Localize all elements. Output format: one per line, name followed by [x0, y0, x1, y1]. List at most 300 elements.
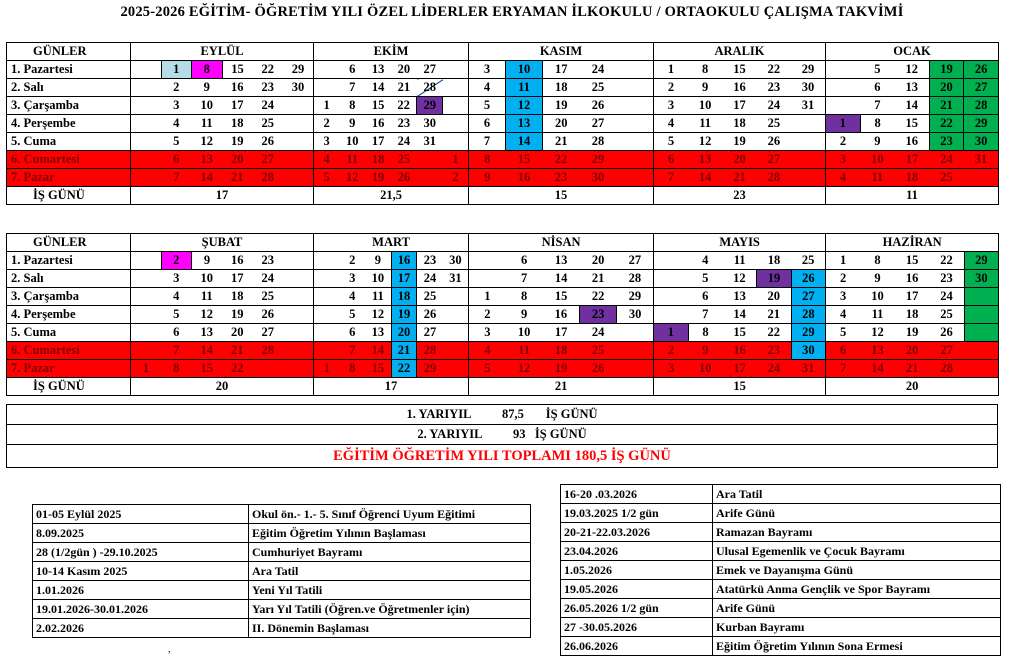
calendar-day-cell: 17 — [222, 270, 253, 288]
calendar-day-cell — [131, 324, 162, 342]
calendar-day-cell: 5 — [826, 324, 861, 342]
calendar-day-cell: 31 — [443, 270, 469, 288]
calendar-day-cell: 26 — [757, 133, 791, 151]
calendar-day-cell: 29 — [283, 61, 314, 79]
calendar-day-cell: 18 — [895, 169, 930, 187]
calendar-day-cell: 15 — [222, 61, 253, 79]
calendar-day-cell: 19 — [543, 360, 580, 378]
calendar-day-cell: 22 — [757, 324, 791, 342]
day-label: 5. Cuma — [7, 324, 131, 342]
calendar-day-cell: 14 — [365, 79, 391, 97]
calendar-day-cell — [443, 79, 469, 97]
workday-count: 15 — [654, 378, 826, 396]
calendar-day-cell: 13 — [365, 61, 391, 79]
calendar-day-cell: 13 — [895, 79, 930, 97]
legend-date: 27 -30.05.2026 — [561, 618, 713, 637]
calendar-day-cell: 30 — [617, 306, 654, 324]
calendar-day-cell: 16 — [543, 306, 580, 324]
calendar-day-cell — [469, 252, 506, 270]
calendar-day-cell: 6 — [654, 151, 688, 169]
calendar-day-cell: 1 — [654, 61, 688, 79]
calendar-day-cell: 21 — [543, 133, 580, 151]
calendar-day-cell: 22 — [929, 252, 964, 270]
calendar-day-cell: 27 — [757, 151, 791, 169]
calendar-day-cell: 23 — [253, 252, 284, 270]
calendar-day-cell — [964, 288, 999, 306]
legend-date: 1.05.2026 — [561, 561, 713, 580]
calendar-day-cell: 24 — [417, 270, 443, 288]
calendar-day-cell: 11 — [860, 169, 895, 187]
workday-count: 11 — [825, 187, 998, 205]
calendar-day-cell: 23 — [417, 252, 443, 270]
days-header: GÜNLER — [7, 234, 131, 252]
calendar-day-cell: 8 — [161, 360, 192, 378]
calendar-day-cell — [443, 342, 469, 360]
calendar-day-cell: 8 — [506, 288, 543, 306]
calendar-day-cell: 19 — [543, 97, 580, 115]
legend-row — [561, 618, 1001, 637]
calendar-day-cell: 14 — [722, 306, 756, 324]
calendar-day-cell: 30 — [580, 169, 617, 187]
calendar-day-cell: 25 — [580, 79, 617, 97]
calendar-day-cell: 9 — [192, 252, 223, 270]
legend-event: Ramazan Bayramı — [713, 523, 1001, 542]
calendar-day-cell: 30 — [791, 342, 825, 360]
calendar-day-cell — [283, 97, 314, 115]
calendar-day-cell: 3 — [825, 151, 860, 169]
day-label: 5. Cuma — [7, 133, 131, 151]
calendar-day-cell — [314, 252, 340, 270]
calendar-day-cell: 20 — [222, 324, 253, 342]
calendar-day-cell — [131, 151, 162, 169]
calendar-day-cell: 29 — [791, 61, 825, 79]
calendar-day-cell: 2 — [469, 306, 506, 324]
calendar-day-cell: 25 — [391, 151, 417, 169]
legend-event: Okul ön.- 1.- 5. Sınıf Öğrenci Uyum Eğitimi — [249, 505, 531, 524]
calendar-day-cell: 2 — [826, 270, 861, 288]
calendar-day-cell: 27 — [964, 79, 999, 97]
calendar-day-cell: 14 — [192, 342, 223, 360]
calendar-day-cell: 12 — [688, 133, 722, 151]
page-title: 2025-2026 EĞİTİM- ÖĞRETİM YILI ÖZEL LİDERLER ERYAMAN İLKOKULU / ORTAOKULU ÇALIŞMA TAKVİMİ — [120, 4, 904, 20]
calendar-day-cell — [314, 324, 340, 342]
calendar-day-cell: 2 — [339, 252, 365, 270]
day-label: 7. Pazar — [7, 169, 131, 187]
calendar-day-cell — [964, 342, 999, 360]
calendar-day-cell: 19 — [929, 61, 964, 79]
calendar-day-cell: 27 — [417, 324, 443, 342]
calendar-day-cell: 20 — [580, 252, 617, 270]
calendar-day-cell: 9 — [365, 252, 391, 270]
calendar-day-cell — [617, 133, 654, 151]
calendar-day-cell: 31 — [791, 360, 825, 378]
calendar-day-cell: 22 — [929, 115, 964, 133]
calendar-day-cell: 5 — [469, 360, 506, 378]
calendar-day-cell: 26 — [580, 360, 617, 378]
legend-row — [33, 562, 531, 581]
calendar-day-cell — [617, 79, 654, 97]
calendar-day-cell: 13 — [722, 288, 756, 306]
calendar-table-term1 — [6, 42, 999, 205]
legend-date: 2.02.2026 — [33, 619, 249, 638]
calendar-day-cell: 12 — [192, 133, 223, 151]
calendar-day-cell: 29 — [417, 360, 443, 378]
calendar-day-cell: 21 — [895, 360, 930, 378]
calendar-day-cell: 14 — [895, 97, 930, 115]
calendar-day-cell: 10 — [339, 133, 365, 151]
calendar-day-cell: 7 — [860, 97, 895, 115]
legend-row — [561, 637, 1001, 656]
legend-event: Eğitim Öğretim Yılının Sona Ermesi — [713, 637, 1001, 656]
calendar-day-cell — [283, 342, 314, 360]
calendar-day-cell — [443, 306, 469, 324]
workday-count: 20 — [826, 378, 999, 396]
legend-date: 8.09.2025 — [33, 524, 249, 543]
calendar-day-cell: 24 — [929, 151, 964, 169]
calendar-day-cell: 21 — [757, 306, 791, 324]
calendar-day-cell: 12 — [895, 61, 930, 79]
calendar-day-cell: 17 — [722, 97, 756, 115]
calendar-table-term2 — [6, 233, 999, 396]
calendar-day-cell: 6 — [469, 115, 506, 133]
calendar-day-cell: 8 — [192, 61, 223, 79]
calendar-day-cell: 3 — [654, 97, 688, 115]
calendar-day-cell: 10 — [688, 360, 722, 378]
month-header: HAZİRAN — [826, 234, 999, 252]
calendar-day-cell: 23 — [543, 169, 580, 187]
calendar-day-cell: 13 — [192, 151, 223, 169]
calendar-day-cell: 3 — [654, 360, 688, 378]
calendar-day-cell: 4 — [826, 306, 861, 324]
workday-count: 21 — [469, 378, 654, 396]
calendar-day-cell: 14 — [192, 169, 223, 187]
calendar-day-cell: 30 — [964, 270, 999, 288]
calendar-day-cell: 24 — [929, 288, 964, 306]
calendar-day-cell: 16 — [391, 252, 417, 270]
calendar-day-cell: 20 — [391, 324, 417, 342]
calendar-day-cell: 14 — [365, 342, 391, 360]
calendar-day-cell: 24 — [757, 97, 791, 115]
calendar-day-cell: 21 — [722, 169, 756, 187]
calendar-day-cell: 3 — [826, 288, 861, 306]
month-header: OCAK — [825, 43, 998, 61]
calendar-day-cell — [283, 133, 314, 151]
workday-count: 15 — [469, 187, 654, 205]
calendar-day-cell: 27 — [617, 252, 654, 270]
calendar-day-cell — [283, 270, 314, 288]
calendar-day-cell — [791, 133, 825, 151]
calendar-day-cell: 14 — [860, 360, 895, 378]
calendar-day-cell — [283, 360, 314, 378]
calendar-day-cell — [314, 79, 340, 97]
calendar-day-cell — [964, 360, 999, 378]
legend-date: 19.05.2026 — [561, 580, 713, 599]
day-label: 3. Çarşamba — [7, 288, 131, 306]
calendar-day-cell: 19 — [391, 306, 417, 324]
calendar-day-cell: 18 — [722, 115, 756, 133]
calendar-day-cell: 5 — [161, 306, 192, 324]
calendar-day-cell: 5 — [314, 169, 340, 187]
calendar-day-cell: 20 — [929, 79, 964, 97]
day-label: 2. Salı — [7, 79, 131, 97]
legend-event: Arife Günü — [713, 504, 1001, 523]
calendar-day-cell — [283, 288, 314, 306]
calendar-day-cell: 16 — [222, 252, 253, 270]
calendar-day-cell: 10 — [506, 61, 543, 79]
calendar-day-cell: 18 — [222, 115, 253, 133]
calendar-day-cell: 9 — [469, 169, 506, 187]
calendar-day-cell: 18 — [757, 252, 791, 270]
calendar-day-cell — [617, 115, 654, 133]
legend-event: Kurban Bayramı — [713, 618, 1001, 637]
calendar-day-cell: 8 — [688, 61, 722, 79]
calendar-day-cell: 17 — [895, 288, 930, 306]
calendar-day-cell: 20 — [391, 61, 417, 79]
calendar-day-cell: 24 — [580, 324, 617, 342]
day-label: 6. Cumartesi — [7, 342, 131, 360]
calendar-day-cell: 1 — [131, 360, 162, 378]
calendar-day-cell: 23 — [757, 79, 791, 97]
calendar-day-cell: 16 — [365, 115, 391, 133]
calendar-day-cell — [654, 252, 688, 270]
calendar-day-cell: 16 — [722, 342, 756, 360]
calendar-day-cell: 11 — [688, 115, 722, 133]
calendar-day-cell: 1 — [314, 360, 340, 378]
calendar-day-cell: 13 — [192, 324, 223, 342]
calendar-day-cell: 20 — [722, 151, 756, 169]
calendar-day-cell: 6 — [826, 342, 861, 360]
calendar-day-cell: 22 — [757, 61, 791, 79]
calendar-day-cell — [964, 324, 999, 342]
calendar-day-cell: 20 — [222, 151, 253, 169]
calendar-day-cell: 7 — [161, 342, 192, 360]
calendar-day-cell: 1 — [654, 324, 688, 342]
calendar-day-cell: 9 — [192, 79, 223, 97]
days-header: GÜNLER — [7, 43, 131, 61]
calendar-day-cell: 3 — [161, 270, 192, 288]
calendar-day-cell: 17 — [222, 97, 253, 115]
workday-count: 17 — [314, 378, 469, 396]
calendar-day-cell — [314, 61, 340, 79]
calendar-day-cell: 17 — [895, 151, 930, 169]
calendar-day-cell: 26 — [417, 306, 443, 324]
calendar-day-cell: 27 — [253, 151, 284, 169]
calendar-day-cell: 28 — [417, 79, 443, 97]
calendar-day-cell: 10 — [192, 97, 223, 115]
month-header: EYLÜL — [131, 43, 314, 61]
calendar-day-cell: 8 — [688, 324, 722, 342]
calendar-day-cell: 19 — [222, 306, 253, 324]
legend-event: Yarı Yıl Tatili (Öğren.ve Öğretmenler için) — [249, 600, 531, 619]
calendar-day-cell: 16 — [506, 169, 543, 187]
calendar-day-cell: 1 — [826, 252, 861, 270]
calendar-day-cell: 17 — [543, 61, 580, 79]
calendar-day-cell: 27 — [580, 115, 617, 133]
calendar-day-cell: 28 — [929, 360, 964, 378]
legend-date: 19.01.2026-30.01.2026 — [33, 600, 249, 619]
calendar-day-cell — [283, 151, 314, 169]
calendar-day-cell: 23 — [391, 115, 417, 133]
legend-event: Ara Tatil — [249, 562, 531, 581]
calendar-day-cell — [443, 97, 469, 115]
calendar-day-cell: 4 — [469, 342, 506, 360]
calendar-day-cell: 1 — [161, 61, 192, 79]
calendar-day-cell: 9 — [339, 115, 365, 133]
month-header: ARALIK — [654, 43, 826, 61]
calendar-day-cell: 16 — [895, 270, 930, 288]
legend-date: 10-14 Kasım 2025 — [33, 562, 249, 581]
calendar-day-cell: 9 — [688, 79, 722, 97]
calendar-day-cell: 12 — [506, 97, 543, 115]
calendar-day-cell: 10 — [506, 324, 543, 342]
calendar-day-cell: 23 — [929, 270, 964, 288]
calendar-day-cell — [791, 151, 825, 169]
calendar-day-cell: 19 — [222, 133, 253, 151]
calendar-day-cell: 15 — [722, 61, 756, 79]
calendar-day-cell: 12 — [722, 270, 756, 288]
workday-count: 21,5 — [314, 187, 469, 205]
calendar-day-cell — [314, 342, 340, 360]
legend-date: 16-20 .03.2026 — [561, 485, 713, 504]
calendar-day-cell: 28 — [757, 169, 791, 187]
calendar-day-cell: 13 — [543, 252, 580, 270]
calendar-day-cell: 10 — [860, 151, 895, 169]
calendar-day-cell — [617, 342, 654, 360]
calendar-day-cell — [443, 115, 469, 133]
calendar-day-cell: 28 — [617, 270, 654, 288]
calendar-day-cell — [617, 151, 654, 169]
calendar-day-cell: 5 — [688, 270, 722, 288]
calendar-day-cell — [131, 61, 162, 79]
legend-event: Ara Tatil — [713, 485, 1001, 504]
calendar-day-cell: 2 — [654, 79, 688, 97]
calendar-day-cell: 23 — [929, 133, 964, 151]
legend-row — [33, 619, 531, 638]
calendar-day-cell: 23 — [757, 342, 791, 360]
calendar-day-cell: 18 — [391, 288, 417, 306]
calendar-day-cell: 5 — [860, 61, 895, 79]
calendar-day-cell: 1 — [825, 115, 860, 133]
calendar-day-cell: 25 — [757, 115, 791, 133]
calendar-day-cell: 30 — [417, 115, 443, 133]
calendar-day-cell: 6 — [860, 79, 895, 97]
calendar-day-cell: 24 — [253, 270, 284, 288]
calendar-day-cell: 6 — [339, 324, 365, 342]
legend-event: Cumhuriyet Bayramı — [249, 543, 531, 562]
calendar-day-cell: 14 — [543, 270, 580, 288]
semester2-summary: 2. YARIYIL 93 İŞ GÜNÜ — [7, 425, 998, 445]
calendar-day-cell — [131, 115, 162, 133]
calendar-day-cell: 4 — [654, 115, 688, 133]
calendar-day-cell — [443, 61, 469, 79]
calendar-day-cell — [131, 270, 162, 288]
calendar-day-cell: 25 — [417, 288, 443, 306]
legend-row — [33, 581, 531, 600]
calendar-day-cell: 30 — [283, 79, 314, 97]
month-header: MART — [314, 234, 469, 252]
calendar-day-cell: 28 — [253, 342, 284, 360]
calendar-day-cell: 10 — [688, 97, 722, 115]
calendar-day-cell — [131, 79, 162, 97]
calendar-day-cell: 19 — [757, 270, 791, 288]
calendar-day-cell — [617, 169, 654, 187]
calendar-day-cell — [617, 61, 654, 79]
calendar-day-cell: 23 — [580, 306, 617, 324]
calendar-day-cell: 25 — [580, 342, 617, 360]
day-label: 4. Perşembe — [7, 115, 131, 133]
calendar-day-cell: 18 — [895, 306, 930, 324]
calendar-day-cell: 15 — [722, 324, 756, 342]
workday-count: 17 — [131, 187, 314, 205]
semester1-summary: 1. YARIYIL 87,5 İŞ GÜNÜ — [7, 405, 998, 425]
calendar-day-cell: 30 — [443, 252, 469, 270]
holiday-legend-left — [32, 504, 531, 638]
calendar-day-cell: 17 — [391, 270, 417, 288]
calendar-day-cell: 1 — [469, 288, 506, 306]
calendar-day-cell — [964, 306, 999, 324]
calendar-day-cell: 2 — [314, 115, 340, 133]
calendar-day-cell — [791, 115, 825, 133]
calendar-day-cell: 11 — [860, 306, 895, 324]
calendar-day-cell: 26 — [791, 270, 825, 288]
legend-date: 23.04.2026 — [561, 542, 713, 561]
calendar-day-cell: 2 — [825, 133, 860, 151]
legend-row — [33, 505, 531, 524]
workday-count: 20 — [131, 378, 314, 396]
calendar-day-cell: 31 — [791, 97, 825, 115]
calendar-day-cell: 11 — [365, 288, 391, 306]
calendar-day-cell: 8 — [860, 115, 895, 133]
calendar-day-cell: 20 — [543, 115, 580, 133]
calendar-day-cell — [443, 360, 469, 378]
calendar-day-cell: 21 — [929, 97, 964, 115]
calendar-day-cell — [617, 324, 654, 342]
calendar-day-cell: 24 — [253, 97, 284, 115]
calendar-day-cell: 13 — [506, 115, 543, 133]
calendar-day-cell: 25 — [929, 169, 964, 187]
calendar-day-cell: 11 — [192, 288, 223, 306]
calendar-day-cell: 18 — [365, 151, 391, 169]
calendar-day-cell: 15 — [895, 115, 930, 133]
month-header: ŞUBAT — [131, 234, 314, 252]
calendar-day-cell — [469, 270, 506, 288]
legend-event: Ulusal Egemenlik ve Çocuk Bayramı — [713, 542, 1001, 561]
calendar-day-cell: 18 — [543, 342, 580, 360]
calendar-day-cell: 8 — [339, 97, 365, 115]
calendar-day-cell — [314, 288, 340, 306]
legend-event: II. Dönemin Başlaması — [249, 619, 531, 638]
calendar-day-cell: 1 — [443, 151, 469, 169]
calendar-day-cell: 4 — [161, 288, 192, 306]
calendar-day-cell: 8 — [469, 151, 506, 169]
legend-row — [561, 561, 1001, 580]
calendar-day-cell: 8 — [339, 360, 365, 378]
calendar-day-cell: 4 — [825, 169, 860, 187]
calendar-day-cell: 17 — [365, 133, 391, 151]
calendar-day-cell — [825, 97, 860, 115]
calendar-day-cell — [253, 360, 284, 378]
legend-row — [33, 524, 531, 543]
calendar-day-cell: 21 — [222, 169, 253, 187]
calendar-day-cell: 19 — [895, 324, 930, 342]
calendar-day-cell: 12 — [860, 324, 895, 342]
calendar-day-cell: 15 — [365, 97, 391, 115]
calendar-day-cell: 23 — [253, 79, 284, 97]
calendar-day-cell: 14 — [688, 169, 722, 187]
yearly-total: EĞİTİM ÖĞRETİM YILI TOPLAMI 180,5 İŞ GÜNÜ — [7, 445, 998, 468]
calendar-day-cell: 1 — [314, 97, 340, 115]
calendar-day-cell: 14 — [506, 133, 543, 151]
